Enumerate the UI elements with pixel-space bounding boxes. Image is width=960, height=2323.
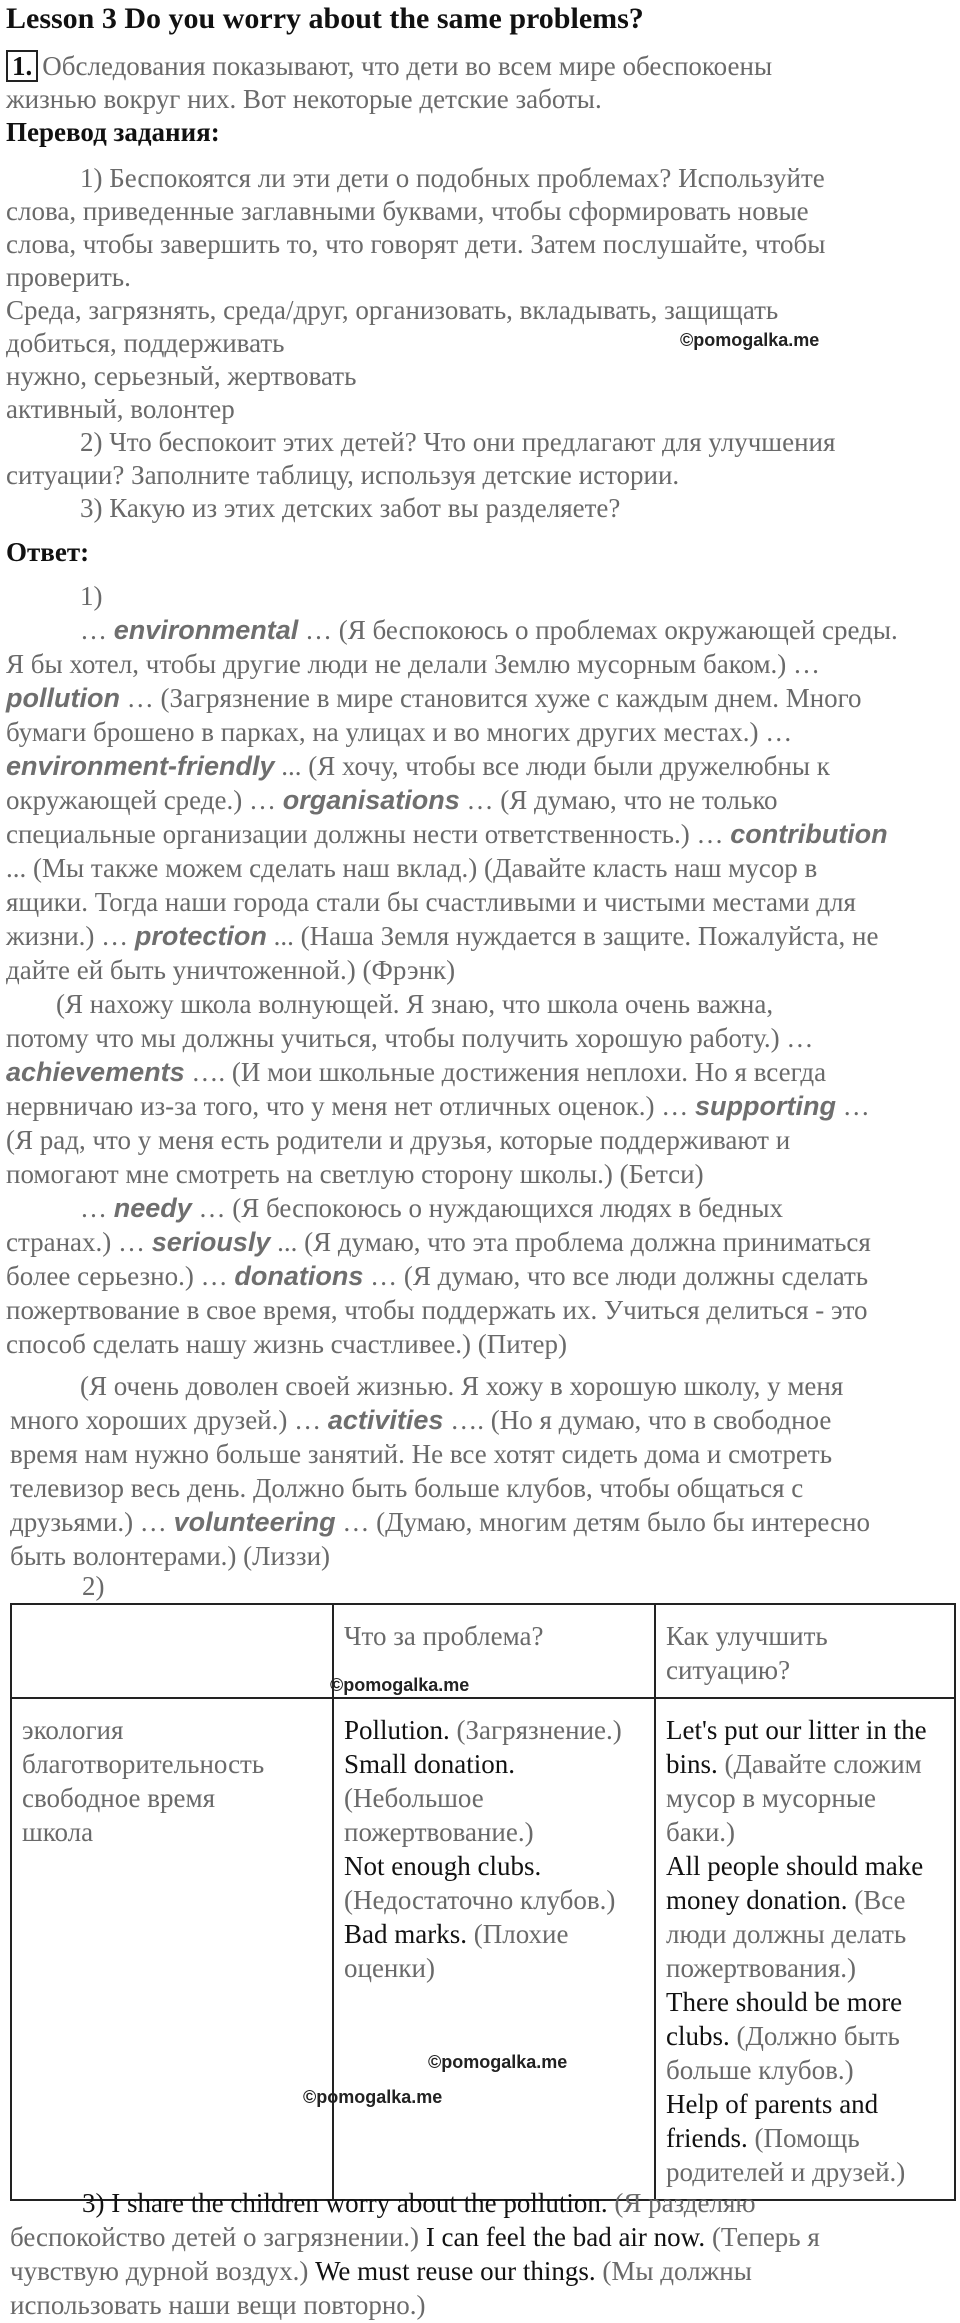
para2-line: (Я нахожу школа волнующей. Я знаю, что школа очень важна, — [56, 989, 774, 1019]
task-line: Среда, загрязнять, среда/друг, организовать, вкладывать, защищать — [6, 295, 779, 325]
task-line: 2) Что беспокоит этих детей? Что они предлагают для улучшения — [80, 427, 836, 457]
para1-line: окружающей среде.) … organisations … (Я думаю, что не только — [6, 785, 778, 815]
para4-line: телевизор весь день. Должно быть больше клубов, чтобы общаться с — [10, 1473, 804, 1503]
task-line: ситуации? Заполните таблицу, используя детские истории. — [6, 460, 680, 490]
para1-line: ... (Мы также можем сделать наш вклад.) (Давайте класть наш мусор в — [6, 853, 818, 883]
translation-heading: Перевод задания: — [6, 117, 220, 147]
keyword: environmental — [113, 615, 299, 645]
solutions-cell: Let's put our litter in the bins. (Давайте сложим мусор в мусорные баки.) All people should make money donation. (Все люди должны делать пожертвования.) There should be more clubs. (Должно быть больше клубов.) Help of parents and friends. (Помощь родителей и друзей.) — [655, 1698, 955, 2200]
para3-line: более серьезно.) … donations … (Я думаю, что все люди должны сделать — [6, 1261, 869, 1291]
keyword: seriously — [151, 1227, 271, 1257]
watermark: ©pomogalka.me — [303, 2087, 443, 2107]
task-line: добиться, поддерживать — [6, 328, 285, 358]
answer-3-line: 3) I share the children worry about the pollution. (Я разделяю — [82, 2188, 756, 2218]
para1-line: жизни.) … protection ... (Наша Земля нуждается в защите. Пожалуйста, не — [6, 921, 879, 951]
answer-2-label: 2) — [82, 1571, 105, 1601]
table-header-row — [11, 1604, 955, 1698]
keyword: pollution — [6, 683, 120, 713]
para1-line: environment-friendly ... (Я хочу, чтобы все люди были дружелюбны к — [6, 751, 830, 781]
para2-line: помогают мне смотреть на светлую сторону школы.) (Бетси) — [6, 1159, 704, 1189]
keyword: protection — [134, 921, 267, 951]
answer-table — [10, 1603, 956, 2201]
watermark: ©pomogalka.me — [330, 1675, 470, 1695]
answer-heading: Ответ: — [6, 537, 90, 567]
keyword: organisations — [282, 785, 460, 815]
answer-3-line: чувствую дурной воздух.) We must reuse our things. (Мы должны — [10, 2256, 752, 2286]
keyword: contribution — [730, 819, 888, 849]
keyword: donations — [234, 1261, 364, 1291]
table-header-cell: Что за проблема? — [333, 1604, 655, 1698]
para3-line: пожертвование в свое время, чтобы поддержать их. Учиться делиться - это — [6, 1295, 868, 1325]
para4-line: друзьями.) … volunteering … (Думаю, многим детям было бы интересно — [10, 1507, 871, 1537]
para4-line: много хороших друзей.) … activities …. (Но я думаю, что в свободное — [10, 1405, 832, 1435]
task-line: проверить. — [6, 262, 131, 292]
task-line: слова, приведенные заглавными буквами, чтобы сформировать новые — [6, 196, 809, 226]
para4-line: (Я очень доволен своей жизнью. Я хожу в хорошую школу, у меня — [80, 1371, 844, 1401]
para3-line: странах.) … seriously ... (Я думаю, что эта проблема должна приниматься — [6, 1227, 871, 1257]
watermark: ©pomogalka.me — [428, 2052, 568, 2072]
para4-line: время нам нужно больше занятий. Не все хотят сидеть дома и смотреть — [10, 1439, 833, 1469]
para2-line: (Я рад, что у меня есть родители и друзья, которые поддерживают и — [6, 1125, 791, 1155]
para1-line: дайте ей быть уничтоженной.) (Фрэнк) — [6, 955, 456, 985]
task-line: 1) Беспокоятся ли эти дети о подобных проблемах? Используйте — [80, 163, 825, 193]
keyword: activities — [327, 1405, 444, 1435]
intro-line-1: 1. Обследования показывают, что дети во всем мире обеспокоены — [6, 50, 772, 83]
para1-line: ящики. Тогда наши города стали бы счастливыми и чистыми местами для — [6, 887, 856, 917]
keyword: volunteering — [173, 1507, 336, 1537]
para2-line: нервничаю из-за того, что у меня нет отличных оценок.) … supporting … — [6, 1091, 870, 1121]
task-line: 3) Какую из этих детских забот вы разделяете? — [80, 493, 621, 523]
para1-line: бумаги брошено в парках, на улицах и во многих других местах.) … — [6, 717, 793, 747]
keyword: environment-friendly — [6, 751, 275, 781]
table-header-cell: Как улучшить ситуацию? — [655, 1604, 955, 1698]
para2-line: потому что мы должны учиться, чтобы получить хорошую работу.) … — [6, 1023, 814, 1053]
para4-line: быть волонтерами.) (Лиззи) — [10, 1541, 331, 1571]
task-line: слова, чтобы завершить то, что говорят дети. Затем послушайте, чтобы — [6, 229, 826, 259]
task-number-badge: 1. — [6, 50, 38, 82]
keyword: achievements — [6, 1057, 185, 1087]
para3-line: … needy … (Я беспокоюсь о нуждающихся людях в бедных — [80, 1193, 784, 1223]
answer-1-label: 1) — [80, 581, 103, 611]
answer-3-line: использовать наши вещи повторно.) — [10, 2290, 426, 2320]
keyword: supporting — [694, 1091, 836, 1121]
para2-line: achievements …. (И мои школьные достижения неплохи. Но я всегда — [6, 1057, 827, 1087]
para3-line: способ сделать нашу жизнь счастливее.) (Питер) — [6, 1329, 567, 1359]
task-line: нужно, серьезный, жертвовать — [6, 361, 357, 391]
lesson-title: Lesson 3 Do you worry about the same problems? — [6, 2, 644, 35]
task-line: активный, волонтер — [6, 394, 235, 424]
table-header-cell — [11, 1604, 333, 1698]
para1-line: pollution … (Загрязнение в мире становится хуже с каждым днем. Много — [6, 683, 862, 713]
intro-line-2: жизнью вокруг них. Вот некоторые детские заботы. — [6, 84, 602, 114]
answer-3-line: беспокойство детей о загрязнении.) I can feel the bad air now. (Теперь я — [10, 2222, 820, 2252]
keyword: needy — [113, 1193, 192, 1223]
problems-cell: Pollution. (Загрязнение.) Small donation. (Небольшое пожертвование.) Not enough clubs. (Недостаточно клубов.) Bad marks. (Плохие оценки) — [333, 1698, 655, 2200]
topics-cell: экология благотворительность свободное время школа — [11, 1698, 333, 2200]
para1-line: Я бы хотел, чтобы другие люди не делали Землю мусорным баком.) … — [6, 649, 821, 679]
watermark: ©pomogalka.me — [680, 330, 820, 350]
para1-line: специальные организации должны нести ответственность.) … contribution — [6, 819, 888, 849]
para1-line: … environmental … (Я беспокоюсь о проблемах окружающей среды. — [80, 615, 898, 645]
table-row — [11, 1698, 955, 2200]
